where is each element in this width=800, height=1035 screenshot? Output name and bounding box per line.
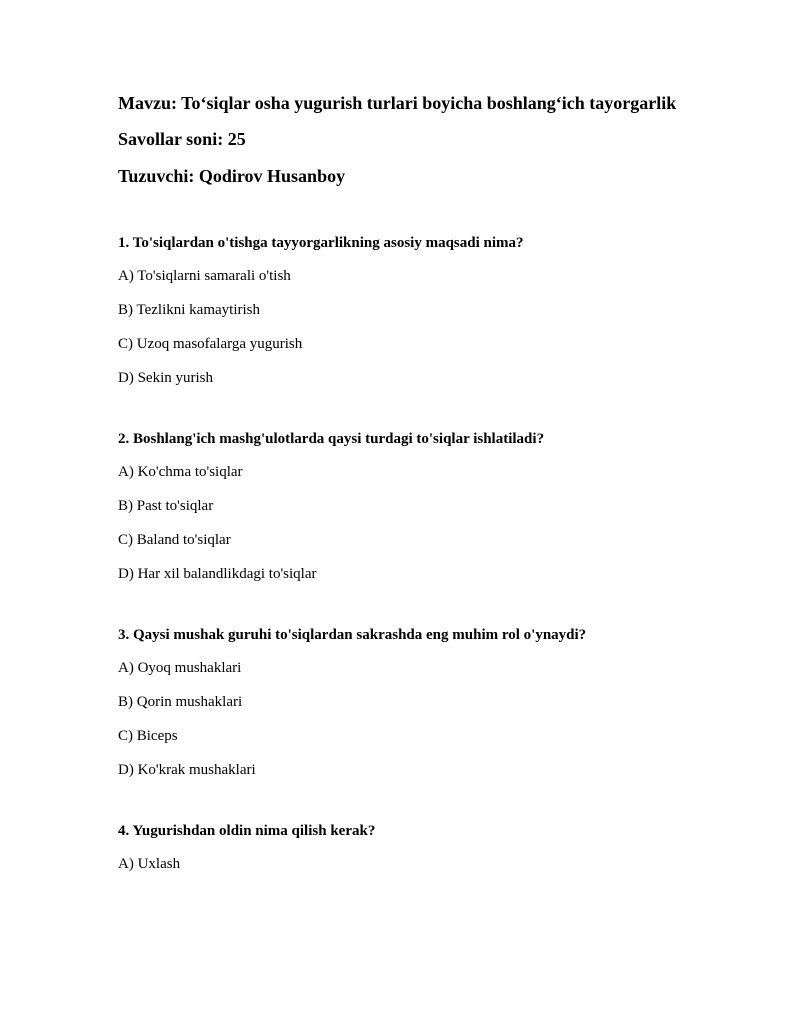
- answer-option: B) Qorin mushaklari: [118, 694, 243, 710]
- answer-option: B) Past to'siqlar: [118, 498, 214, 514]
- question-text: 1. To'siqlardan o'tishga tayyorgarlikning asosiy maqsadi nima?: [118, 235, 524, 251]
- topic-heading: Mavzu: To‘siqlar osha yugurish turlari boyicha boshlang‘ich tayorgarlik: [118, 93, 677, 113]
- answer-option: A) To'siqlarni samarali o'tish: [118, 268, 291, 284]
- author-line: Tuzuvchi: Qodirov Husanboy: [118, 166, 346, 186]
- question-block: [118, 233, 678, 388]
- answer-option: D) Sekin yurish: [118, 370, 213, 386]
- answer-option: A) Oyoq mushaklari: [118, 660, 242, 676]
- question-text: 2. Boshlang'ich mashg'ulotlarda qaysi turdagi to'siqlar ishlatiladi?: [118, 431, 545, 447]
- question-text: 4. Yugurishdan oldin nima qilish kerak?: [118, 823, 376, 839]
- answer-option: D) Ko'krak mushaklari: [118, 762, 256, 778]
- document-content: [118, 91, 678, 888]
- answer-option: A) Ko'chma to'siqlar: [118, 464, 243, 480]
- answer-option: C) Baland to'siqlar: [118, 532, 231, 548]
- answer-option: B) Tezlikni kamaytirish: [118, 302, 260, 318]
- answer-option: C) Uzoq masofalarga yugurish: [118, 336, 303, 352]
- answer-option: A) Uxlash: [118, 856, 181, 872]
- question-block: [118, 429, 678, 584]
- answer-option: C) Biceps: [118, 728, 178, 744]
- question-block: [118, 625, 678, 780]
- question-block: [118, 821, 678, 874]
- answer-option: D) Har xil balandlikdagi to'siqlar: [118, 566, 317, 582]
- question-text: 3. Qaysi mushak guruhi to'siqlardan sakrashda eng muhim rol o'ynaydi?: [118, 627, 587, 643]
- question-count: Savollar soni: 25: [118, 129, 246, 149]
